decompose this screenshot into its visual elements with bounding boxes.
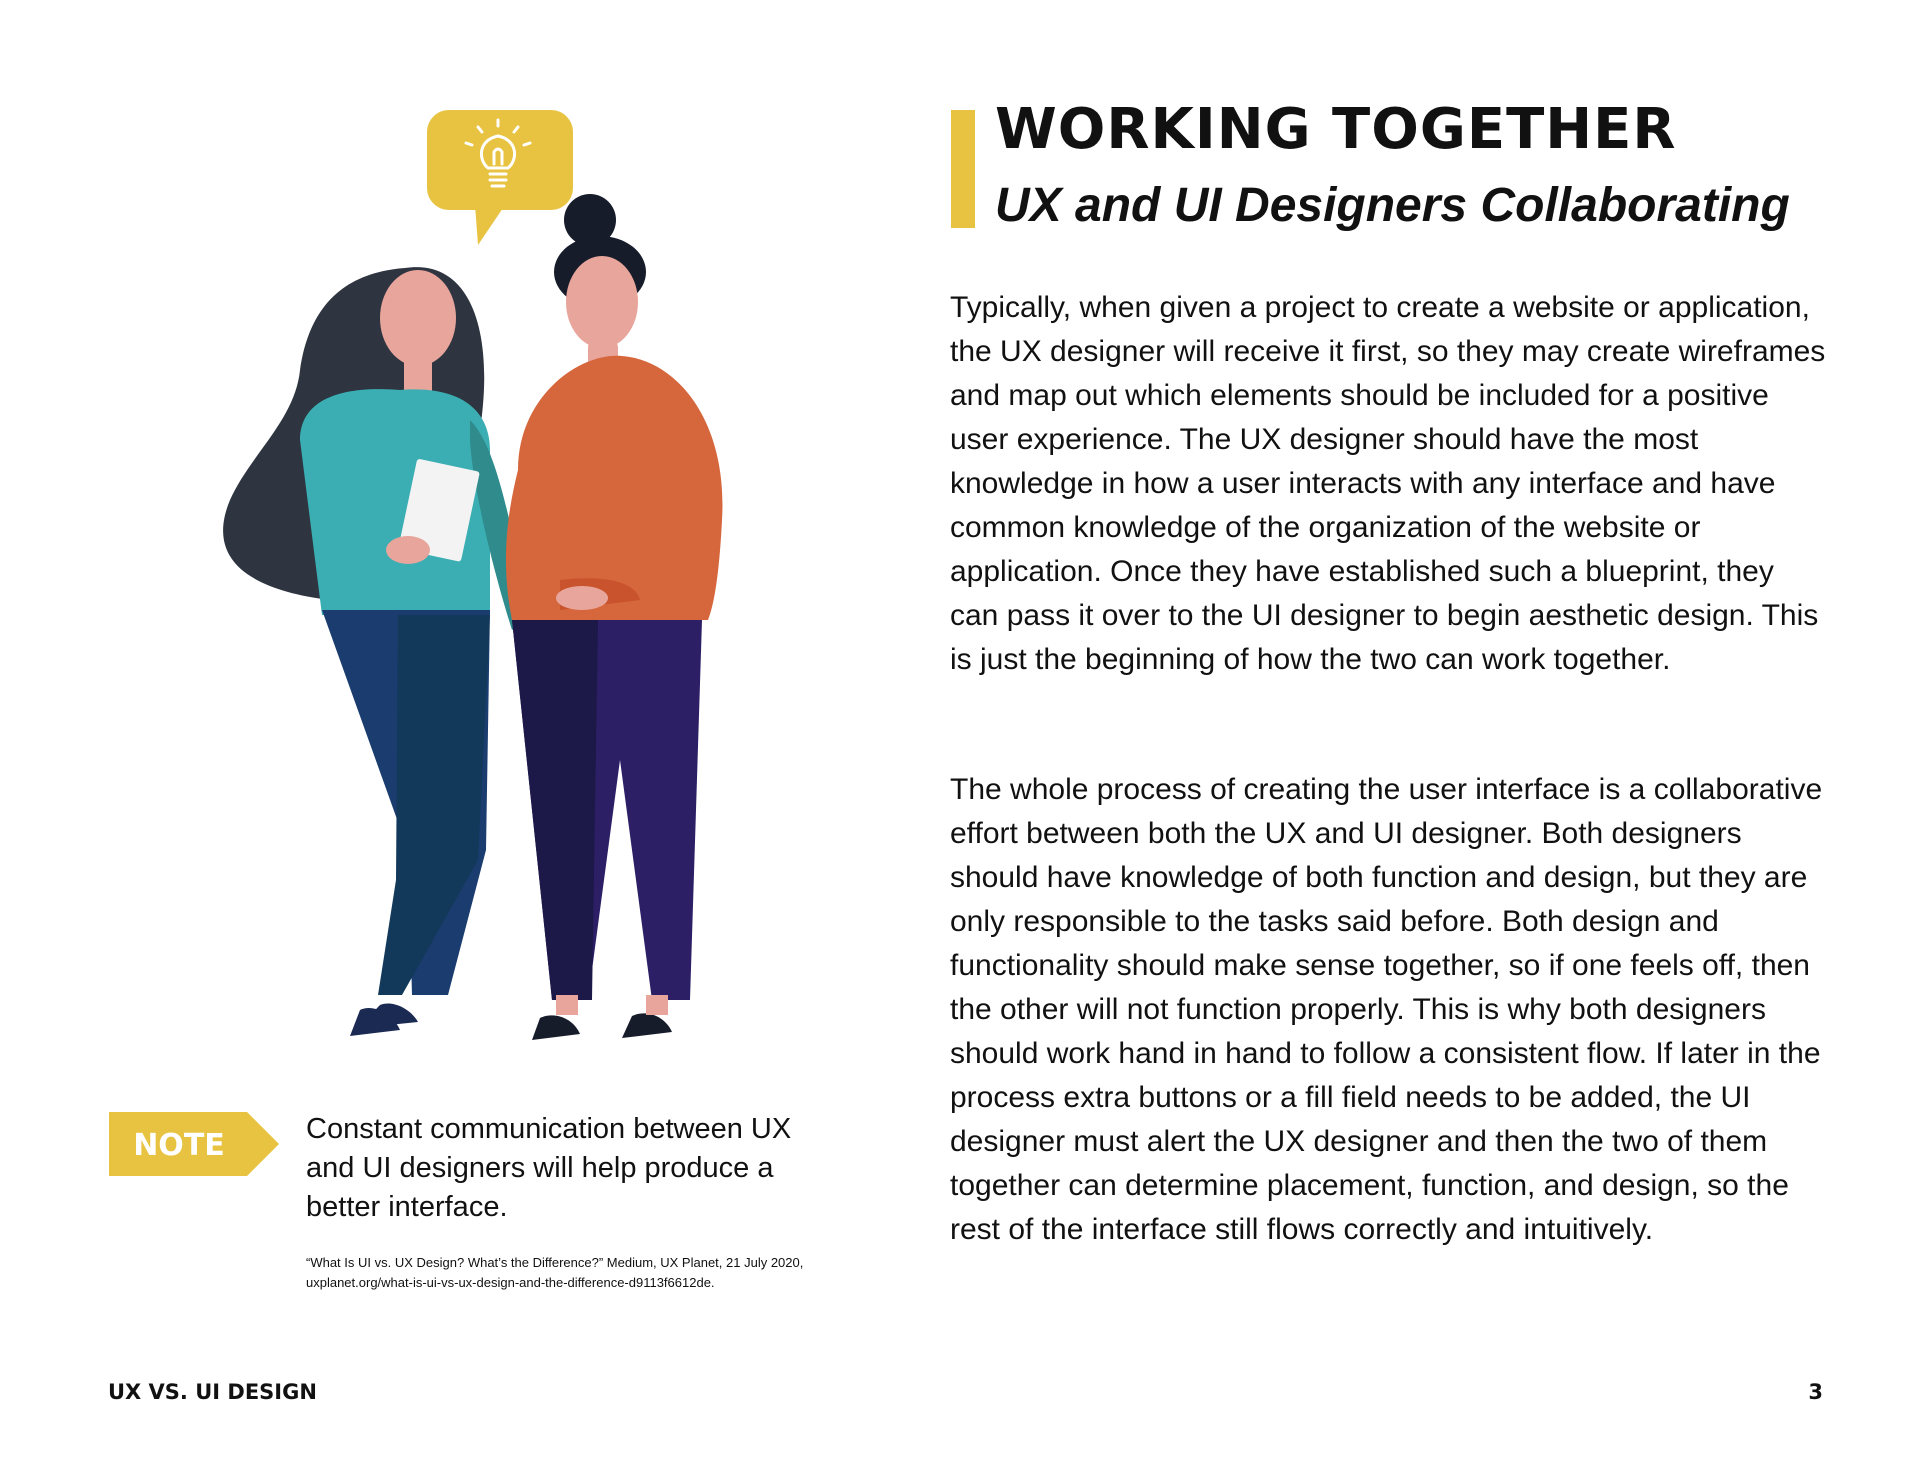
footer-title: UX VS. UI DESIGN — [108, 1380, 317, 1404]
citation: “What Is UI vs. UX Design? What’s the Difference?” Medium, UX Planet, 21 July 2020, uxplanet.org/what-is-ui-vs-ux-design-and-the-difference-d9113f6612de. — [306, 1255, 804, 1290]
note-tag — [109, 1112, 279, 1176]
heading-accent-bar — [951, 110, 975, 228]
page-subtitle: UX and UI Designers Collaborating — [995, 179, 1790, 232]
speech-bubble — [427, 110, 573, 245]
body-paragraph-1: Typically, when given a project to create a website or application, the UX designer will receive it first, so they may create wireframes and map out which elements should be included for a positive user experience. The UX designer should have the most knowledge in how a user interacts with any interface and have common knowledge of the organization of the website or application. Once they have established such a blueprint, they can pass it over to the UI designer to begin aesthetic design. This is just the beginning of how the two can work together. — [950, 291, 1826, 676]
two-designers-illustration — [200, 100, 760, 1060]
body-paragraph-2: The whole process of creating the user interface is a collaborative effort between both the UX and UI designer. Both designers should have knowledge of both function and design, but they are only responsible to the tasks said before. Both design and functionality should make sense together, so if one feels off, then the other will not function properly. This is why both designers should work hand in hand to follow a consistent flow. If later in the process extra buttons or a fill field needs to be added, the UI designer must alert the UX designer and then the two of them together can determine placement, function, and design, so the rest of the interface still flows correctly and intuitively. — [950, 773, 1823, 1246]
note-label: NOTE — [133, 1128, 225, 1163]
woman-figure — [223, 267, 542, 1036]
note-text: Constant communication between UX and UI designers will help produce a better interface. — [306, 1113, 792, 1223]
man-figure — [506, 194, 722, 1040]
page-title: WORKING TOGETHER — [995, 97, 1677, 162]
page-number: 3 — [1808, 1380, 1823, 1404]
